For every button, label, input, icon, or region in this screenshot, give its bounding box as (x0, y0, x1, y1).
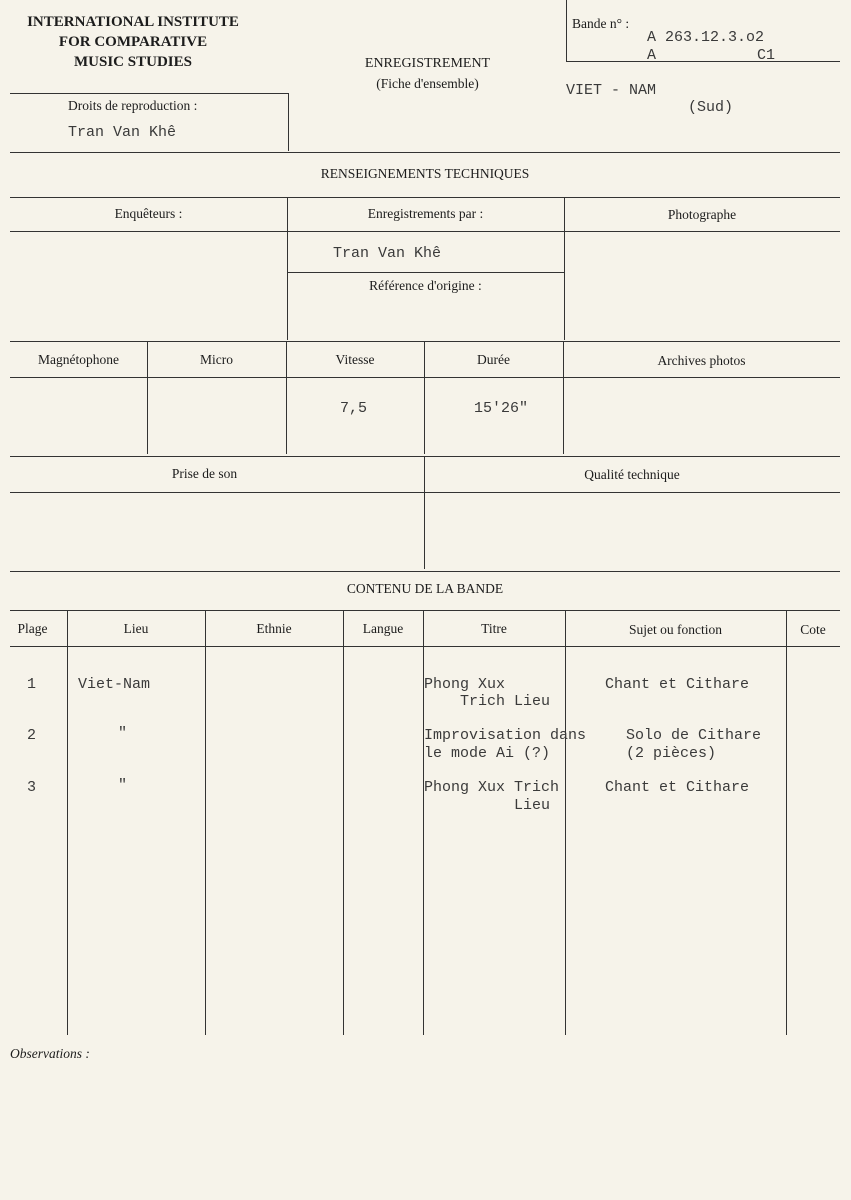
prise-de-son-label: Prise de son (171, 466, 238, 481)
reference-label: Référence d'origine : (369, 278, 482, 293)
row-1-lieu: Viet-Nam (78, 676, 151, 693)
micro-label: Micro (200, 352, 233, 367)
region: (Sud) (688, 99, 734, 116)
vitesse-label: Vitesse (335, 352, 375, 367)
row-3-sujet-1: Chant et Cithare (605, 779, 750, 796)
observations-label: Observations : (10, 1046, 90, 1061)
column-cote: Cote (800, 622, 826, 637)
column-langue: Langue (362, 621, 404, 636)
row-2-sujet-2: (2 pièces) (626, 745, 717, 762)
duree-label: Durée (477, 352, 510, 367)
institute-line-2: FOR COMPARATIVE (58, 34, 208, 50)
row-3-titre-2: Lieu (424, 797, 551, 814)
duree-value: 15'26" (474, 400, 529, 417)
row-1-sujet-1: Chant et Cithare (605, 676, 750, 693)
contents-section-title: CONTENU DE LA BANDE (346, 581, 504, 596)
row-2-titre-1: Improvisation dans (424, 727, 587, 744)
form-subtitle: (Fiche d'ensemble) (376, 76, 479, 91)
enregistrements-value: Tran Van Khê (333, 245, 442, 262)
bande-label: Bande n° : (572, 16, 630, 31)
bande-sub-a: A (647, 47, 657, 64)
bande-sub-b: C1 (757, 47, 776, 64)
column-lieu: Lieu (123, 621, 149, 636)
rights-value: Tran Van Khê (68, 124, 177, 141)
row-2-sujet-1: Solo de Cithare (626, 727, 762, 744)
row-2-plage: 2 (27, 727, 37, 744)
rights-label: Droits de reproduction : (68, 98, 198, 113)
magnetophone-label: Magnétophone (38, 352, 119, 367)
row-1-titre-1: Phong Xux (424, 676, 506, 693)
row-1-titre-2: Trich Lieu (424, 693, 551, 710)
country: VIET - NAM (566, 82, 657, 99)
institute-line-3: MUSIC STUDIES (74, 54, 192, 70)
archives-label: Archives photos (657, 353, 746, 368)
institute-name (8, 12, 258, 72)
column-ethnie: Ethnie (256, 621, 292, 636)
row-3-lieu: " (118, 777, 128, 794)
vitesse-value: 7,5 (340, 400, 368, 417)
row-2-titre-2: le mode Ai (?) (424, 745, 551, 762)
bande-number: A 263.12.3.o2 (647, 29, 765, 46)
qualite-technique-label: Qualité technique (584, 467, 680, 482)
enqueteurs-label: Enquêteurs : (114, 206, 183, 221)
technical-section-title: RENSEIGNEMENTS TECHNIQUES (320, 166, 530, 181)
row-2-lieu: " (118, 725, 128, 742)
photographe-label: Photographe (667, 207, 737, 222)
row-1-plage: 1 (27, 676, 37, 693)
form-title: ENREGISTREMENT (364, 56, 491, 71)
row-3-titre-1: Phong Xux Trich (424, 779, 560, 796)
column-titre: Titre (481, 621, 507, 636)
institute-line-1: INTERNATIONAL INSTITUTE (27, 14, 239, 30)
column-plage: Plage (17, 621, 48, 636)
row-3-plage: 3 (27, 779, 37, 796)
column-sujet: Sujet ou fonction (629, 622, 722, 637)
enregistrements-label: Enregistrements par : (367, 206, 484, 221)
